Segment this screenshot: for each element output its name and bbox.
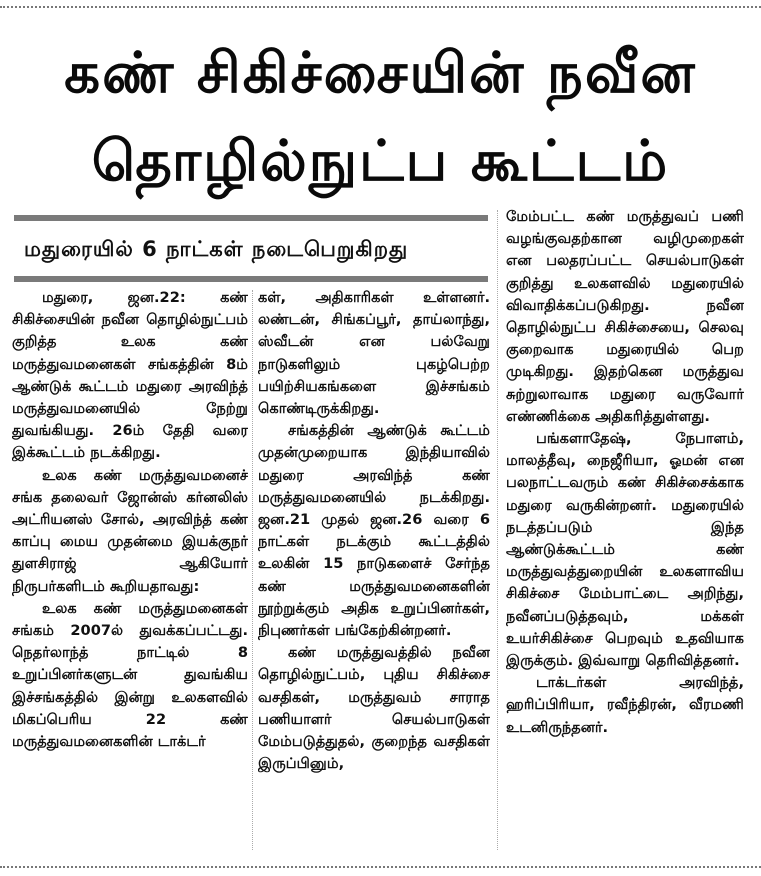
headline-line-1: கண் சிகிச்சையின் நவீன — [64, 41, 697, 106]
col1-paragraph-3: உலக கண் மருத்துமனைகள் சங்கம் 2007ல் துவக்கப்பட்டது. நெதர்லாந்த் நாட்டில் 8 உறுப்பினர்களுடன் துவங்கிய இச்சங்கத்தில் இன்று உலகளவில் மிகப்பெரிய 22 கண் மருத்துவமனைகளின் டாக்டர் — [12, 599, 248, 751]
col2-paragraph-2: சங்கத்தின் ஆண்டுக் கூட்டம் முதன்முறையாக இந்தியாவில் மதுரை அரவிந்த் கண் மருத்துவமனையில் நடக்கிறது. ஜன.21 முதல் ஜன.26 வரை 6 நாட்கள் நடக்கும் கூட்டத்தில் உலகின் 15 நாடுகளைச் சேர்ந்த கண் மருத்துவமனைகளின் நூற்றுக்கும் அதிக உறுப்பினர்கள், நிபுணர்கள் பங்கேற்கின்றனர். — [258, 422, 490, 640]
article-column-3 — [506, 206, 744, 857]
col3-paragraph-3: டாக்டர்கள் அரவிந்த், ஹரிப்பிரியா, ரவீந்திரன், வீரமணி உடனிருந்தனர். — [506, 674, 744, 736]
article-column-1 — [12, 287, 248, 857]
col2-paragraph-1: கள், அதிகாரிகள் உள்ளனர். லண்டன், சிங்கப்பூர், தாய்லாந்து, ஸ்வீடன் என பல்வேறு நாடுகளிலும் புகழ்பெற்ற பயிற்சியகங்களை இச்சங்கம் கொண்டிருக்கிறது. — [258, 289, 490, 418]
subheadline: மதுரையில் 6 நாட்கள் நடைபெறுகிறது — [24, 237, 409, 261]
col1-paragraph-2: உலக கண் மருத்துவமனைச் சங்க தலைவர் ஜோன்ஸ் கர்னலிஸ் அட்ரியனஸ் சோல், அரவிந்த் கண் காப்பு மைய முதன்மை இயக்குநர் துளசிராஜ் ஆகியோர் நிருபர்களிடம் கூறியதாவது: — [12, 466, 248, 595]
column-divider-2 — [497, 210, 498, 850]
subheadline-bottom-rule — [14, 276, 488, 282]
top-dotted-border — [0, 6, 761, 8]
lead-paragraph — [12, 287, 248, 465]
bottom-dotted-border — [0, 866, 761, 868]
col3-paragraph-1: மேம்பட்ட கண் மருத்துவப் பணி வழங்குவதற்கான வழிமுறைகள் என பலதரப்பட்ட செயல்பாடுகள் குறித்து உலகளவில் மதுரையில் விவாதிக்கப்படுகிறது. நவீன தொழில்நுட்ப சிகிச்சையை, செலவு குறைவாக மதுரையில் பெற முடிகிறது. இதற்கென மருத்துவ சுற்றுலாவாக மதுரை வருவோர் எண்ணிக்கை அதிகரித்துள்ளது. — [506, 208, 744, 425]
col2-paragraph-3: கண் மருத்துவத்தில் நவீன தொழில்நுட்பம், புதிய சிகிச்சை வசதிகள், மருத்துவம் சாராத பணியாளர் செயல்பாடுகள் மேம்படுத்துதல், குறைந்த வசதிகள் இருப்பினும், — [258, 644, 490, 773]
col1-paragraph-1: கண் சிகிச்சையின் நவீன தொழில்நுட்பம் குறித்த உலக கண் மருத்துவமனைகள் சங்கத்தின் 8ம் ஆண்டுக் கூட்டம் மதுரை அரவிந்த் மருத்துவமனையில் நேற்று துவங்கியது. 26ம் தேதி வரை இக்கூட்டம் நடக்கிறது. — [12, 289, 248, 462]
col3-paragraph-2: பங்களாதேஷ், நேபாளம், மாலத்தீவு, நைஜீரியா, ஓமன் என பலநாட்டவரும் கண் சிகிச்சைக்காக மதுரை வருகின்றனர். மதுரையில் நடத்தப்படும் இந்த ஆண்டுக்கூட்டம் கண் மருத்துவத்துறையின் உலகளாவிய சிகிச்சை மேம்பாட்டை அறிந்து, நவீனப்படுத்தவும், மக்கள் உயர்சிகிச்சை பெறவும் உதவியாக இருக்கும். இவ்வாறு தெரிவித்தனர். — [506, 430, 744, 670]
subheadline-top-rule — [14, 215, 488, 221]
dateline: மதுரை, ஜன.22: — [42, 289, 186, 306]
headline-line-2: தொழில்நுட்ப கூட்டம் — [91, 129, 670, 194]
column-divider-1 — [252, 290, 253, 850]
article-column-2 — [258, 287, 490, 857]
